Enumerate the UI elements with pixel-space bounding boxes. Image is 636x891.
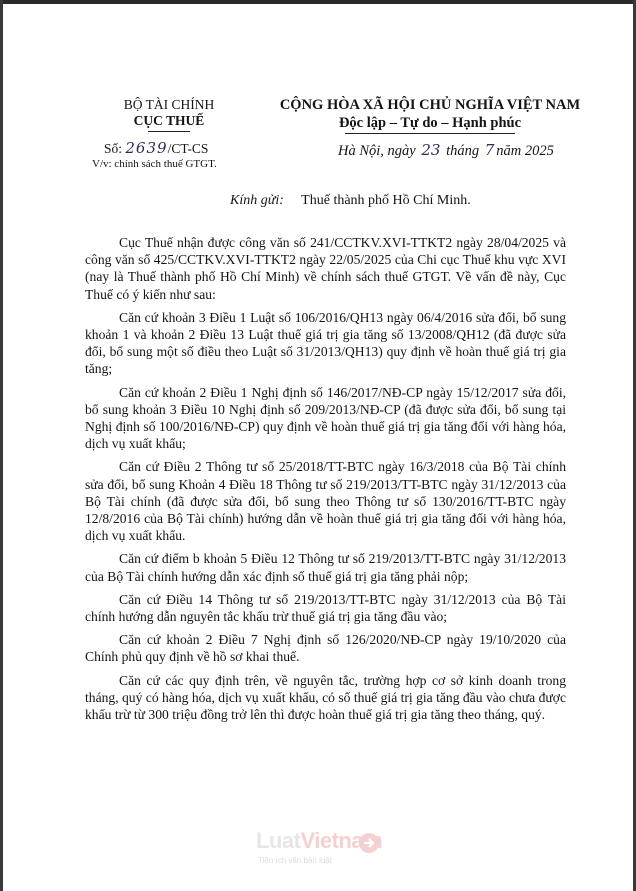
watermark-brand-a: Luat [256, 828, 301, 853]
ministry-name: BỘ TÀI CHÍNH [123, 97, 215, 112]
document-number [104, 139, 208, 157]
date-place: Hà Nội, ngày [338, 143, 416, 159]
national-heading [265, 96, 595, 134]
document-subject: V/v: chính sách thuế GTGT. [92, 158, 217, 170]
watermark-logo [250, 828, 383, 872]
scan-edge-top [0, 0, 636, 4]
body-paragraph: Căn cứ các quy định trên, về nguyên tắc, trường hợp cơ sở kinh doanh trong tháng, quý có hàng hóa, dịch vụ xuất khẩu, có số thuế giá trị gia tăng đầu vào chưa được khấu trừ từ 300 triệu đồng trở lên thì được hoàn thuế giá trị gia tăng theo tháng, quý. [85, 672, 566, 723]
number-suffix: /CT-CS [167, 141, 209, 156]
document-body [85, 234, 566, 729]
number-prefix: Số: [104, 141, 123, 156]
date-year: năm 2025 [496, 143, 554, 159]
watermark-brand-b: Vietnam [300, 828, 383, 853]
motto-underline [345, 133, 515, 134]
handwritten-day: 23 [421, 141, 441, 159]
body-paragraph: Căn cứ khoản 3 Điều 1 Luật số 106/2016/QH13 ngày 06/4/2016 sửa đổi, bổ sung khoản 1 và khoản 2 Điều 13 Luật thuế giá trị gia tăng số 13/2008/QH12 (đã được sửa đổi, bổ sung một số điều theo Luật số 31/2013/QH13) quy định về hoàn thuế giá trị gia tăng; [85, 309, 566, 377]
recipient-label: Kính gửi: [230, 193, 284, 208]
republic-title: CỘNG HÒA XÃ HỘI CHỦ NGHĨA VIỆT NAM [279, 97, 581, 113]
watermark-tagline: Tiện ích văn bản luật [258, 856, 332, 865]
handwritten-number: 2639 [125, 139, 168, 157]
body-paragraph: Căn cứ khoản 2 Điều 7 Nghị định số 126/2020/NĐ-CP ngày 19/10/2020 của Chính phủ quy định về hồ sơ khai thuế. [85, 632, 566, 665]
body-paragraph: Cục Thuế nhận được công văn số 241/CCTKV.XVI-TTKT2 ngày 28/04/2025 và công văn số 425/CCTKV.XVI-TTKT2 ngày 22/05/2025 của Chi cục Thuế khu vực XVI (nay là Thuế thành phố Hồ Chí Minh) về chính sách thuế GTGT. Về vấn đề này, Cục Thuế có ý kiến như sau: [85, 235, 566, 302]
recipient-line [230, 193, 471, 209]
body-paragraph: Căn cứ Điều 14 Thông tư số 219/2013/TT-BTC ngày 31/12/2013 của Bộ Tài chính hướng dẫn nguyên tắc khấu trừ thuế giá trị gia tăng đầu vào; [85, 591, 566, 625]
issuer-block [84, 97, 254, 132]
body-paragraph: Căn cứ Điều 2 Thông tư số 25/2018/TT-BTC ngày 16/3/2018 của Bộ Tài chính sửa đổi, bổ sung Khoản 4 Điều 18 Thông tư số 219/2013/TT-BTC ngày 31/12/2013 của Bộ Tài chính (đã được sửa đổi, bổ sung theo Thông tư số 130/2016/TT-BTC ngày 12/8/2016 của Bộ Tài chính) hướng dẫn về hoàn thuế giá trị gia tăng đối với hàng hóa, dịch vụ xuất khẩu. [85, 459, 566, 544]
national-motto: Độc lập – Tự do – Hạnh phúc [338, 115, 522, 131]
body-paragraph: Căn cứ điểm b khoản 5 Điều 12 Thông tư số 219/2013/TT-BTC ngày 31/12/2013 của Bộ Tài chính hướng dẫn xác định số thuế giá trị gia tăng phải nộp; [85, 551, 566, 584]
issuer-underline [148, 131, 190, 132]
date-month-label: tháng [446, 143, 480, 159]
date-line [338, 141, 554, 160]
scan-edge-left [0, 0, 3, 891]
department-name: CỤC THUẾ [133, 113, 205, 128]
body-paragraph: Căn cứ khoản 2 Điều 1 Nghị định số 146/2017/NĐ-CP ngày 15/12/2017 sửa đổi, bổ sung khoản 3 Điều 10 Nghị định số 209/2013/NĐ-CP (đã được sửa đổi, bổ sung tại Nghị định số 100/2016/NĐ-CP) quy định về hoàn thuế giá trị gia tăng đối với hàng hóa, dịch vụ xuất khẩu; [85, 384, 566, 452]
arrow-logo-icon [358, 832, 380, 854]
recipient-name: Thuế thành phố Hồ Chí Minh. [301, 193, 471, 208]
handwritten-month: 7 [484, 141, 495, 159]
